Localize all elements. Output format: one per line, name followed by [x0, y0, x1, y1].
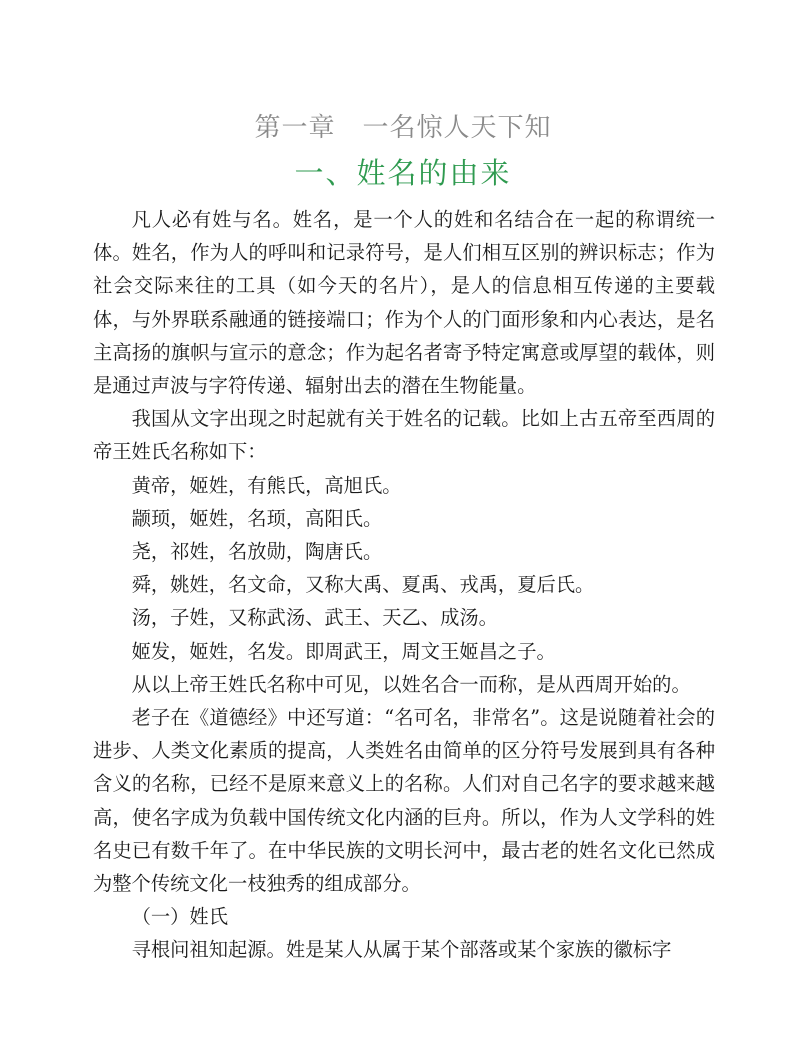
paragraph: 老子在《道德经》中还写道：“名可名，非常名”。这是说随着社会的进步、人类文化素质的提高，人类姓名由简单的区分符号发展到具有各种含义的名称，已经不是原来意义上的名称。人们对自己名字的要求越来越高，使名字成为负载中国传统文化内涵的巨舟。所以，作为人文学科的姓名史已有数千年了。在中华民族的文明长河中，最古老的姓名文化已然成为整个传统文化一枝独秀的组成部分。	[93, 706, 715, 896]
paragraph: 从以上帝王姓氏名称中可见，以姓名合一而称，是从西周开始的。	[131, 672, 691, 696]
paragraph: 寻根问祖知起源。姓是某人从属于某个部落或某个家族的徽标字	[131, 938, 672, 962]
chapter-title: 第一章 一名惊人天下知	[254, 113, 552, 143]
paragraph: 舜，姚姓，名文命，又称大禹、夏禹、戎禹，夏后氏。	[131, 573, 595, 597]
paragraph: 凡人必有姓与名。姓名，是一个人的姓和名结合在一起的称谓统一体。姓名，作为人的呼叫和记录符号，是人们相互区别的辨识标志；作为社会交际来往的工具（如今天的名片），是人的信息相互传递的主要载体，与外界联系融通的链接端口；作为个人的门面形象和内心表达，是名主高扬的旗帜与宣示的意念；作为起名者寄予特定寓意或厚望的载体，则是通过声波与字符传递、辐射出去的潜在生物能量。	[93, 208, 715, 398]
body-text	[93, 203, 715, 967]
paragraph: 尧，祁姓，名放勋，陶唐氏。	[131, 540, 383, 564]
section-title: 一、姓名的由来	[294, 156, 512, 190]
subsection-heading: （一）姓氏	[131, 905, 228, 929]
paragraph: 汤，子姓，又称武汤、武王、天乙、成汤。	[131, 606, 498, 630]
paragraph: 黄帝，姬姓，有熊氏，高旭氏。	[131, 473, 402, 497]
paragraph: 我国从文字出现之时起就有关于姓名的记载。比如上古五帝至西周的帝王姓氏名称如下：	[93, 407, 715, 464]
paragraph: 姬发，姬姓，名发。即周武王，周文王姬昌之子。	[131, 639, 556, 663]
paragraph: 颛顼，姬姓，名顼，高阳氏。	[131, 506, 383, 530]
